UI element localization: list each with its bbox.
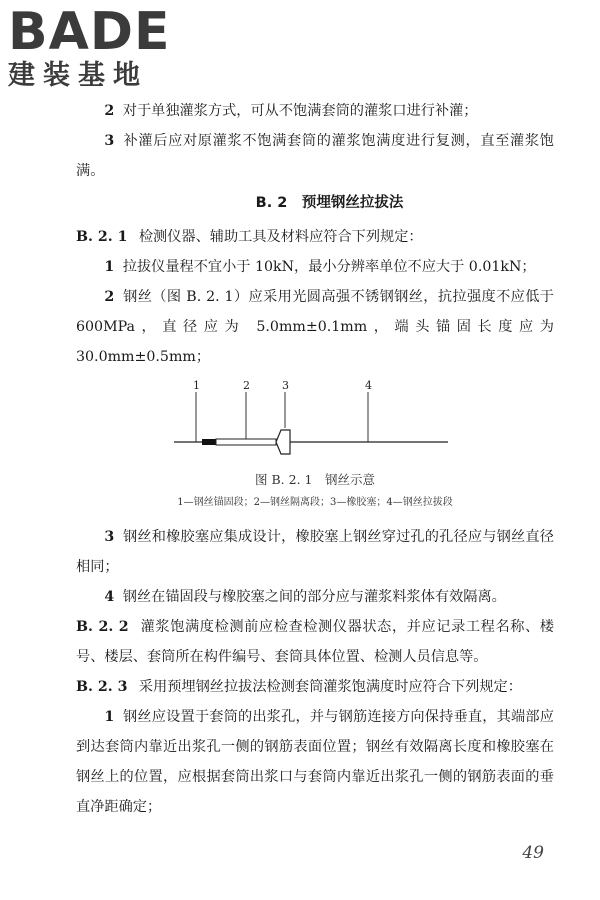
figure-legend: 1—钢丝锚固段；2—钢丝隔离段；3—橡胶塞；4—钢丝拉拔段: [177, 497, 453, 508]
rubber-plug: [276, 430, 290, 454]
top-items: [76, 96, 554, 186]
list-item: 2 钢丝（图 B. 2. 1）应采用光圆高强不锈钢钢丝，抗拉强度不应低于 600MPa，直径应为 5.0mm±0.1mm，端头锚固长度应为 30.0mm±0.5mm；: [76, 289, 554, 365]
list-item: 4 钢丝在锚固段与橡胶塞之间的部分应与灌浆料浆体有效隔离。: [104, 589, 506, 605]
clause-b21: [76, 222, 554, 372]
section-heading-block: [76, 188, 554, 218]
section-heading: B. 2 预埋钢丝拉拔法: [255, 195, 404, 211]
list-item: 3 补灌后应对原灌浆不饱满套筒的灌浆饱满度进行复测，直至灌浆饱满。: [76, 133, 554, 179]
clause-line: B. 2. 1 检测仪器、辅助工具及材料应符合下列规定：: [76, 229, 423, 245]
logo: [8, 2, 178, 96]
wire-diagram: [76, 378, 554, 468]
label-3: 3: [282, 379, 289, 392]
page-number: 49: [522, 843, 544, 863]
logo-wordmark: BADE: [8, 2, 171, 62]
anchor-segment: [202, 439, 216, 445]
isolation-segment: [216, 439, 276, 445]
label-1: 1: [193, 379, 200, 392]
clause-b23: B. 2. 3 采用预埋钢丝拉拔法检测套筒灌浆饱满度时应符合下列规定：: [76, 679, 522, 695]
figure-title: 图 B. 2. 1 钢丝示意: [255, 472, 375, 487]
figure-b21: [76, 378, 554, 508]
logo-subtitle: 建装基地: [8, 60, 148, 91]
clause-b21-continued: [76, 522, 554, 822]
list-item: 1 拉拔仪量程不宜小于 10kN，最小分辨率单位不应大于 0.01kN；: [104, 259, 536, 275]
list-item: 1 钢丝应设置于套筒的出浆孔，并与钢筋连接方向保持垂直，其端部应到达套筒内靠近出浆孔一侧的钢筋表面位置；钢丝有效隔离长度和橡胶塞在钢丝上的位置，应根据套筒出浆口与套筒内靠近出浆孔一侧的钢筋表面的垂直净距确定；: [76, 709, 554, 815]
clause-b22: B. 2. 2 灌浆饱满度检测前应检查检测仪器状态，并应记录工程名称、楼号、楼层、套筒所在构件编号、套筒具体位置、检测人员信息等。: [76, 619, 554, 665]
list-item: 3 钢丝和橡胶塞应集成设计，橡胶塞上钢丝穿过孔的孔径应与钢丝直径相同；: [76, 529, 554, 575]
label-4: 4: [365, 379, 372, 392]
list-item: 2 对于单独灌浆方式，可从不饱满套筒的灌浆口进行补灌；: [104, 103, 478, 119]
label-2: 2: [243, 379, 250, 392]
